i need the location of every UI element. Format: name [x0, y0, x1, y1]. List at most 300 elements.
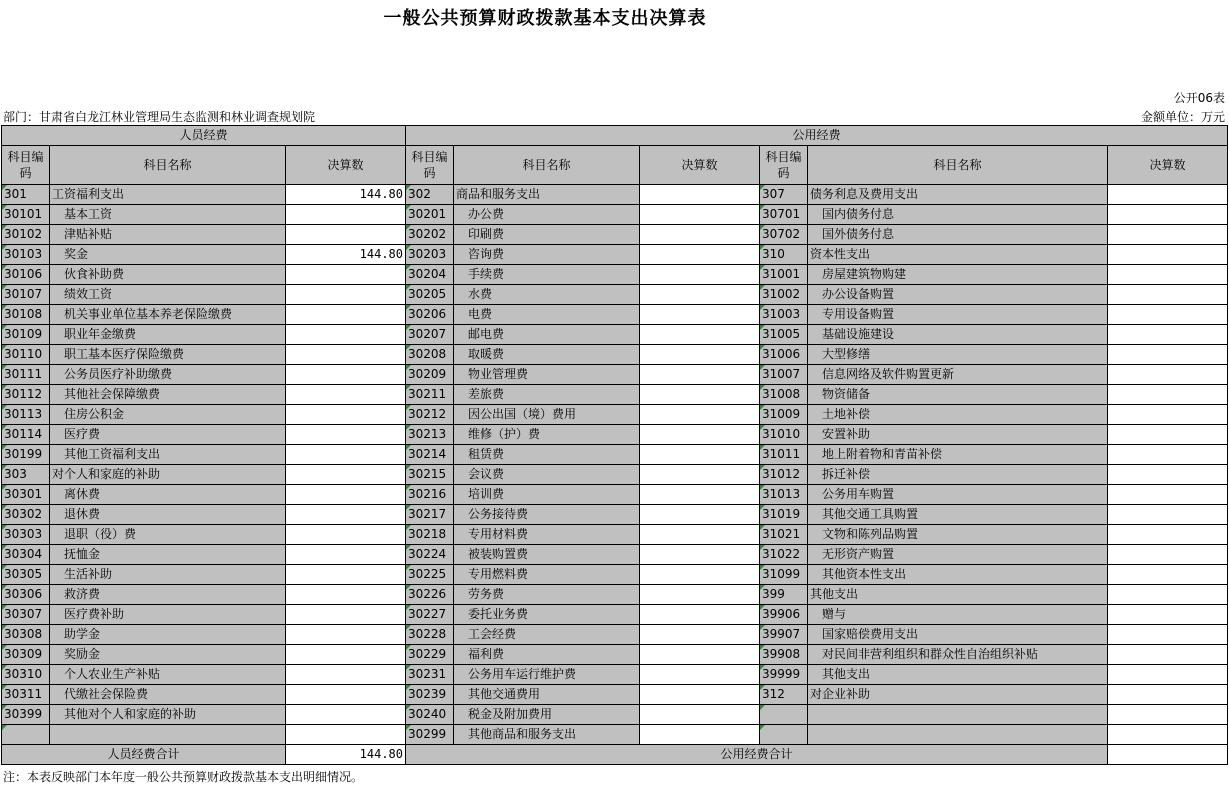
subject-amount — [1108, 285, 1228, 305]
subject-code: 39906 — [760, 605, 808, 625]
subject-amount — [286, 265, 406, 285]
subject-code — [760, 705, 808, 725]
subject-name: 无形资产购置 — [808, 545, 1108, 565]
subject-amount — [286, 565, 406, 585]
subject-code: 30307 — [2, 605, 50, 625]
table-row — [2, 285, 1228, 305]
subject-code: 31001 — [760, 265, 808, 285]
form-number: 公开06表 — [1173, 91, 1225, 105]
subject-amount — [1108, 685, 1228, 705]
subject-code: 303 — [2, 465, 50, 485]
table-row — [2, 365, 1228, 385]
subject-code: 31009 — [760, 405, 808, 425]
subject-code: 30299 — [406, 725, 454, 745]
table-row — [2, 585, 1228, 605]
subject-name: 其他工资福利支出 — [50, 445, 286, 465]
subject-amount — [1108, 385, 1228, 405]
subject-amount — [286, 445, 406, 465]
subject-code: 31099 — [760, 565, 808, 585]
subject-code: 310 — [760, 245, 808, 265]
subject-code: 30114 — [2, 425, 50, 445]
subject-name: 资本性支出 — [808, 245, 1108, 265]
subject-code: 301 — [2, 185, 50, 205]
subject-amount — [286, 285, 406, 305]
subject-name: 培训费 — [454, 485, 640, 505]
subject-amount — [640, 645, 760, 665]
table-row — [2, 645, 1228, 665]
subject-amount — [640, 725, 760, 745]
subject-name: 基础设施建设 — [808, 325, 1108, 345]
subject-amount — [1108, 645, 1228, 665]
department-label: 部门：甘肃省白龙江林业管理局生态监测和林业调查规划院 — [3, 110, 316, 124]
footnote: 注：本表反映部门本年度一般公共预算财政拨款基本支出明细情况。 — [3, 770, 364, 784]
subject-amount — [1108, 345, 1228, 365]
subject-name: 公务接待费 — [454, 505, 640, 525]
subject-amount — [286, 665, 406, 685]
subject-code: 30102 — [2, 225, 50, 245]
personnel-header: 人员经费 — [2, 126, 406, 146]
subject-amount — [286, 405, 406, 425]
subject-name: 赠与 — [808, 605, 1108, 625]
subject-amount — [1108, 365, 1228, 385]
subject-amount — [286, 425, 406, 445]
subject-code: 30302 — [2, 505, 50, 525]
subject-amount — [1108, 325, 1228, 345]
subject-amount — [1108, 725, 1228, 745]
subject-name: 奖金 — [50, 245, 286, 265]
subject-name: 对企业补助 — [808, 685, 1108, 705]
table-row — [2, 305, 1228, 325]
subject-code: 30399 — [2, 705, 50, 725]
public-total-label: 公用经费合计 — [406, 745, 1108, 765]
subject-name: 代缴社会保险费 — [50, 685, 286, 705]
subject-name: 医疗费补助 — [50, 605, 286, 625]
subject-amount — [640, 545, 760, 565]
subject-amount — [1108, 705, 1228, 725]
subject-amount — [640, 305, 760, 325]
expenditure-table — [1, 125, 1228, 765]
col-name-header: 科目名称 — [50, 146, 286, 185]
subject-name: 职业年金缴费 — [50, 325, 286, 345]
subject-amount — [640, 685, 760, 705]
subject-amount — [640, 525, 760, 545]
subject-code: 30206 — [406, 305, 454, 325]
subject-amount — [640, 605, 760, 625]
subject-amount — [286, 485, 406, 505]
table-row — [2, 205, 1228, 225]
subject-code: 312 — [760, 685, 808, 705]
subject-amount — [640, 345, 760, 365]
subject-amount — [286, 365, 406, 385]
subject-amount — [640, 585, 760, 605]
subject-amount — [640, 325, 760, 345]
subject-amount — [1108, 225, 1228, 245]
table-row — [2, 665, 1228, 685]
subject-name: 退休费 — [50, 505, 286, 525]
subject-code: 307 — [760, 185, 808, 205]
table-row — [2, 465, 1228, 485]
personnel-total-amount: 144.80 — [286, 745, 406, 765]
subject-amount — [286, 465, 406, 485]
subject-code: 39907 — [760, 625, 808, 645]
subject-amount — [1108, 445, 1228, 465]
subject-amount — [1108, 585, 1228, 605]
subject-name: 国外债务付息 — [808, 225, 1108, 245]
subject-name: 医疗费 — [50, 425, 286, 445]
subject-amount — [1108, 625, 1228, 645]
subject-code: 30218 — [406, 525, 454, 545]
subject-name: 其他社会保障缴费 — [50, 385, 286, 405]
subject-code: 31012 — [760, 465, 808, 485]
subject-code: 30109 — [2, 325, 50, 345]
subject-code: 30229 — [406, 645, 454, 665]
table-body — [2, 185, 1228, 745]
subject-code: 30308 — [2, 625, 50, 645]
subject-name: 差旅费 — [454, 385, 640, 405]
subject-amount — [286, 225, 406, 245]
subject-amount — [640, 405, 760, 425]
subject-code: 30208 — [406, 345, 454, 365]
subject-name: 安置补助 — [808, 425, 1108, 445]
subject-code: 30101 — [2, 205, 50, 225]
table-row — [2, 185, 1228, 205]
subject-amount — [1108, 545, 1228, 565]
subject-code: 31019 — [760, 505, 808, 525]
subject-amount — [640, 225, 760, 245]
subject-code: 31007 — [760, 365, 808, 385]
subject-amount — [640, 665, 760, 685]
subject-name: 对个人和家庭的补助 — [50, 465, 286, 485]
subject-name: 邮电费 — [454, 325, 640, 345]
subject-amount — [640, 365, 760, 385]
subject-amount — [286, 205, 406, 225]
subject-amount — [286, 705, 406, 725]
page-title: 一般公共预算财政拨款基本支出决算表 — [383, 8, 707, 29]
subject-name: 委托业务费 — [454, 605, 640, 625]
subject-code: 30212 — [406, 405, 454, 425]
subject-amount: 144.80 — [286, 245, 406, 265]
col-code-header: 科目编码 — [760, 146, 808, 185]
subject-code: 30216 — [406, 485, 454, 505]
table-row — [2, 625, 1228, 645]
subject-name: 债务利息及费用支出 — [808, 185, 1108, 205]
table-row — [2, 425, 1228, 445]
subject-name: 物业管理费 — [454, 365, 640, 385]
subject-name: 国内债务付息 — [808, 205, 1108, 225]
table-row — [2, 545, 1228, 565]
subject-amount — [1108, 465, 1228, 485]
subject-name — [808, 725, 1108, 745]
table-row — [2, 605, 1228, 625]
subject-amount — [1108, 665, 1228, 685]
subject-code: 30106 — [2, 265, 50, 285]
subject-amount — [286, 325, 406, 345]
subject-amount — [640, 265, 760, 285]
subject-code: 399 — [760, 585, 808, 605]
subject-name — [50, 725, 286, 745]
col-amount-header: 决算数 — [1108, 146, 1228, 185]
subject-code: 30239 — [406, 685, 454, 705]
subject-code: 31021 — [760, 525, 808, 545]
subject-code: 30113 — [2, 405, 50, 425]
subject-name: 手续费 — [454, 265, 640, 285]
subject-code: 39908 — [760, 645, 808, 665]
subject-amount — [640, 445, 760, 465]
subject-amount — [640, 285, 760, 305]
subject-name: 公务用车购置 — [808, 485, 1108, 505]
subject-name: 租赁费 — [454, 445, 640, 465]
subject-name: 拆迁补偿 — [808, 465, 1108, 485]
subject-amount — [1108, 485, 1228, 505]
table-row — [2, 405, 1228, 425]
subject-name: 生活补助 — [50, 565, 286, 585]
subject-amount — [640, 505, 760, 525]
subject-code: 30202 — [406, 225, 454, 245]
subject-name: 离休费 — [50, 485, 286, 505]
subject-name: 助学金 — [50, 625, 286, 645]
subject-code: 30309 — [2, 645, 50, 665]
subject-name: 劳务费 — [454, 585, 640, 605]
subject-name: 土地补偿 — [808, 405, 1108, 425]
table-row — [2, 485, 1228, 505]
subject-amount: 144.80 — [286, 185, 406, 205]
subject-name: 其他支出 — [808, 585, 1108, 605]
subject-amount — [640, 205, 760, 225]
subject-code: 39999 — [760, 665, 808, 685]
subject-code: 30304 — [2, 545, 50, 565]
subject-code: 30201 — [406, 205, 454, 225]
subject-code: 30108 — [2, 305, 50, 325]
subject-name: 水费 — [454, 285, 640, 305]
subject-amount — [286, 725, 406, 745]
subject-name: 公务员医疗补助缴费 — [50, 365, 286, 385]
subject-amount — [286, 385, 406, 405]
subject-code: 30224 — [406, 545, 454, 565]
subject-name: 咨询费 — [454, 245, 640, 265]
subject-name: 专用燃料费 — [454, 565, 640, 585]
table-row — [2, 525, 1228, 545]
table-row — [2, 345, 1228, 365]
subject-code: 30227 — [406, 605, 454, 625]
subject-amount — [1108, 605, 1228, 625]
col-amount-header: 决算数 — [286, 146, 406, 185]
subject-name: 其他交通费用 — [454, 685, 640, 705]
subject-code: 30305 — [2, 565, 50, 585]
subject-amount — [640, 485, 760, 505]
subject-amount — [286, 625, 406, 645]
subject-name: 办公费 — [454, 205, 640, 225]
subject-code: 30110 — [2, 345, 50, 365]
subject-amount — [640, 705, 760, 725]
col-amount-header: 决算数 — [640, 146, 760, 185]
subject-name: 取暖费 — [454, 345, 640, 365]
subject-code: 30240 — [406, 705, 454, 725]
subject-amount — [1108, 525, 1228, 545]
table-row — [2, 265, 1228, 285]
subject-amount — [286, 505, 406, 525]
subject-name: 物资储备 — [808, 385, 1108, 405]
subject-code: 30112 — [2, 385, 50, 405]
table-row — [2, 445, 1228, 465]
subject-code: 30303 — [2, 525, 50, 545]
subject-code: 31008 — [760, 385, 808, 405]
subject-code: 30311 — [2, 685, 50, 705]
subject-code: 30111 — [2, 365, 50, 385]
table-row — [2, 505, 1228, 525]
subject-amount — [640, 245, 760, 265]
personnel-total-label: 人员经费合计 — [2, 745, 286, 765]
subject-code: 30231 — [406, 665, 454, 685]
subject-amount — [1108, 565, 1228, 585]
subject-name: 大型修缮 — [808, 345, 1108, 365]
subject-name: 退职（役）费 — [50, 525, 286, 545]
table-row — [2, 565, 1228, 585]
subject-code: 302 — [406, 185, 454, 205]
subject-code: 30226 — [406, 585, 454, 605]
subject-name — [808, 705, 1108, 725]
subject-code: 30306 — [2, 585, 50, 605]
table-row — [2, 325, 1228, 345]
subject-amount — [640, 385, 760, 405]
subject-code: 31006 — [760, 345, 808, 365]
subject-code: 30215 — [406, 465, 454, 485]
subject-amount — [286, 605, 406, 625]
subject-name: 地上附着物和青苗补偿 — [808, 445, 1108, 465]
subject-name: 公务用车运行维护费 — [454, 665, 640, 685]
subject-code: 30214 — [406, 445, 454, 465]
subject-code: 30107 — [2, 285, 50, 305]
subject-name: 机关事业单位基本养老保险缴费 — [50, 305, 286, 325]
public-header: 公用经费 — [406, 126, 1228, 146]
subject-amount — [1108, 405, 1228, 425]
table-row — [2, 685, 1228, 705]
subject-name: 维修（护）费 — [454, 425, 640, 445]
table-row — [2, 725, 1228, 745]
subject-amount — [1108, 185, 1228, 205]
subject-name: 电费 — [454, 305, 640, 325]
subject-amount — [286, 525, 406, 545]
subject-code — [2, 725, 50, 745]
subject-name: 专用材料费 — [454, 525, 640, 545]
subject-code: 30225 — [406, 565, 454, 585]
table-row — [2, 245, 1228, 265]
subject-code: 30213 — [406, 425, 454, 445]
subject-code: 31011 — [760, 445, 808, 465]
subject-name: 职工基本医疗保险缴费 — [50, 345, 286, 365]
subject-code: 30103 — [2, 245, 50, 265]
subject-name: 因公出国（境）费用 — [454, 405, 640, 425]
subject-code: 31022 — [760, 545, 808, 565]
unit-label: 金额单位：万元 — [1140, 110, 1225, 124]
subject-code: 30228 — [406, 625, 454, 645]
col-code-header: 科目编码 — [2, 146, 50, 185]
subject-name: 工资福利支出 — [50, 185, 286, 205]
subject-name: 工会经费 — [454, 625, 640, 645]
table-row — [2, 385, 1228, 405]
subject-name: 其他对个人和家庭的补助 — [50, 705, 286, 725]
subject-amount — [1108, 425, 1228, 445]
subject-name: 专用设备购置 — [808, 305, 1108, 325]
subject-amount — [1108, 305, 1228, 325]
subject-amount — [286, 305, 406, 325]
subject-amount — [286, 645, 406, 665]
subject-name: 国家赔偿费用支出 — [808, 625, 1108, 645]
col-code-header: 科目编码 — [406, 146, 454, 185]
subject-name: 救济费 — [50, 585, 286, 605]
subject-name: 税金及附加费用 — [454, 705, 640, 725]
subject-amount — [286, 545, 406, 565]
subject-amount — [286, 345, 406, 365]
subject-code: 30207 — [406, 325, 454, 345]
subject-amount — [640, 185, 760, 205]
subject-name: 其他交通工具购置 — [808, 505, 1108, 525]
subject-amount — [640, 465, 760, 485]
subject-name: 其他商品和服务支出 — [454, 725, 640, 745]
subject-name: 会议费 — [454, 465, 640, 485]
subject-amount — [286, 685, 406, 705]
subject-code: 30701 — [760, 205, 808, 225]
col-name-header: 科目名称 — [454, 146, 640, 185]
subject-amount — [286, 585, 406, 605]
subject-code: 31013 — [760, 485, 808, 505]
subject-name: 房屋建筑物购建 — [808, 265, 1108, 285]
subject-amount — [1108, 505, 1228, 525]
subject-name: 其他资本性支出 — [808, 565, 1108, 585]
subject-name: 其他支出 — [808, 665, 1108, 685]
subject-code: 30211 — [406, 385, 454, 405]
table-row — [2, 705, 1228, 725]
subject-name: 个人农业生产补贴 — [50, 665, 286, 685]
subject-code: 30217 — [406, 505, 454, 525]
subject-name: 福利费 — [454, 645, 640, 665]
subject-code: 30205 — [406, 285, 454, 305]
subject-name: 住房公积金 — [50, 405, 286, 425]
subject-code — [760, 725, 808, 745]
table-row — [2, 225, 1228, 245]
subject-name: 办公设备购置 — [808, 285, 1108, 305]
subject-amount — [640, 565, 760, 585]
subject-code: 30203 — [406, 245, 454, 265]
subject-code: 31003 — [760, 305, 808, 325]
subject-code: 30199 — [2, 445, 50, 465]
subject-name: 文物和陈列品购置 — [808, 525, 1108, 545]
subject-code: 31005 — [760, 325, 808, 345]
subject-name: 对民间非营利组织和群众性自治组织补贴 — [808, 645, 1108, 665]
subject-name: 抚恤金 — [50, 545, 286, 565]
subject-name: 印刷费 — [454, 225, 640, 245]
subject-code: 30702 — [760, 225, 808, 245]
subject-name: 商品和服务支出 — [454, 185, 640, 205]
subject-amount — [640, 425, 760, 445]
subject-code: 30310 — [2, 665, 50, 685]
subject-amount — [1108, 205, 1228, 225]
public-total-amount — [1108, 745, 1228, 765]
subject-amount — [640, 625, 760, 645]
subject-name: 津贴补贴 — [50, 225, 286, 245]
subject-code: 30301 — [2, 485, 50, 505]
subject-code: 31010 — [760, 425, 808, 445]
subject-amount — [1108, 265, 1228, 285]
subject-name: 绩效工资 — [50, 285, 286, 305]
subject-name: 基本工资 — [50, 205, 286, 225]
subject-name: 奖励金 — [50, 645, 286, 665]
subject-amount — [1108, 245, 1228, 265]
subject-name: 被装购置费 — [454, 545, 640, 565]
subject-code: 31002 — [760, 285, 808, 305]
col-name-header: 科目名称 — [808, 146, 1108, 185]
subject-code: 30204 — [406, 265, 454, 285]
subject-name: 信息网络及软件购置更新 — [808, 365, 1108, 385]
